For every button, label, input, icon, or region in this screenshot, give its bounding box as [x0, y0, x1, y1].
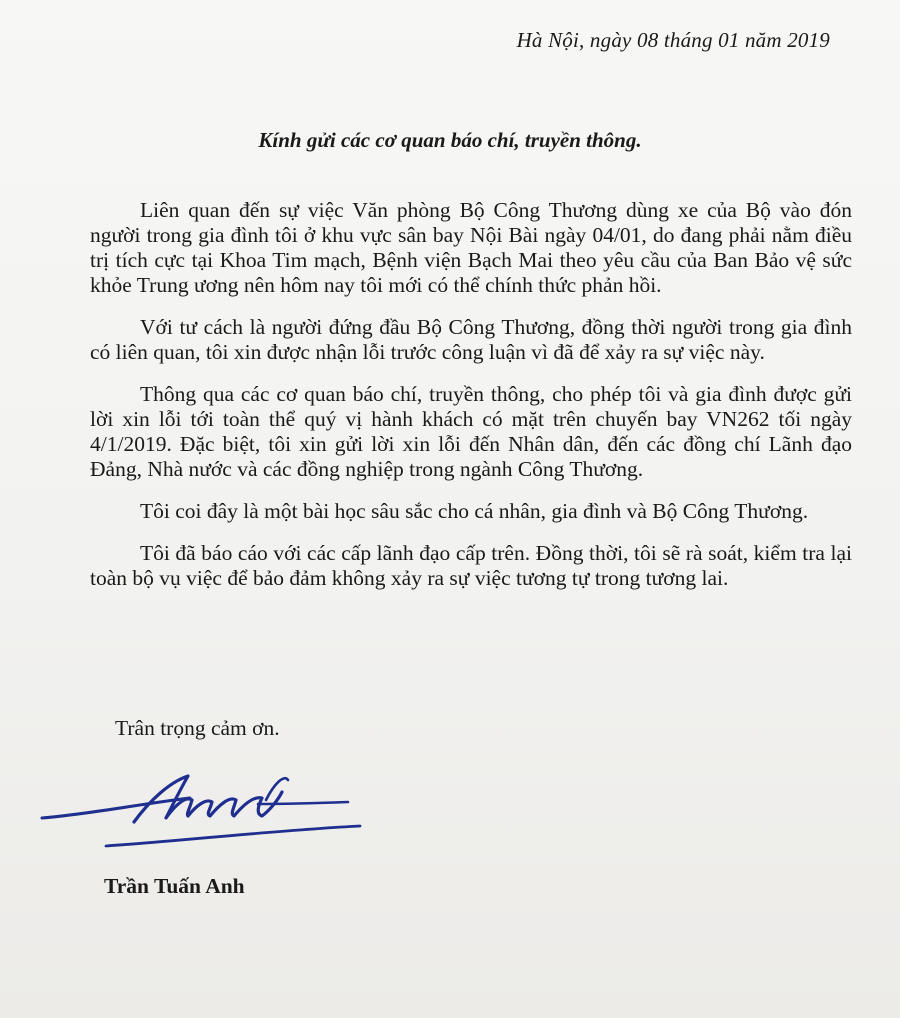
paragraph: Với tư cách là người đứng đầu Bộ Công Thương, đồng thời người trong gia đình có liên quan, tôi xin được nhận lỗi trước công luận vì đã để xảy ra sự việc này. — [90, 315, 852, 364]
paragraph: Liên quan đến sự việc Văn phòng Bộ Công Thương dùng xe của Bộ vào đón người trong gia đình tôi ở khu vực sân bay Nội Bài ngày 04/01, do đang phải nằm điều trị tích cực tại Khoa Tim mạch, Bệnh viện Bạch Mai theo yêu cầu của Ban Bảo vệ sức khỏe Trung ương nên hôm nay tôi mới có thể chính thức phản hồi. — [90, 198, 852, 297]
letter-body — [90, 198, 852, 608]
paragraph: Tôi đã báo cáo với các cấp lãnh đạo cấp trên. Đồng thời, tôi sẽ rà soát, kiểm tra lại toàn bộ vụ việc để bảo đảm không xảy ra sự việc tương tự trong tương lai. — [90, 541, 852, 590]
paragraph: Thông qua các cơ quan báo chí, truyền thông, cho phép tôi và gia đình được gửi lời xin lỗi tới toàn thể quý vị hành khách có mặt trên chuyến bay VN262 tối ngày 4/1/2019. Đặc biệt, tôi xin gửi lời xin lỗi đến Nhân dân, đến các đồng chí Lãnh đạo Đảng, Nhà nước và các đồng nghiệp trong ngành Công Thương. — [90, 382, 852, 481]
signer-name: Trần Tuấn Anh — [104, 874, 245, 898]
salutation: Kính gửi các cơ quan báo chí, truyền thông. — [258, 128, 642, 152]
handwritten-signature-icon — [30, 760, 380, 860]
paragraph: Tôi coi đây là một bài học sâu sắc cho cá nhân, gia đình và Bộ Công Thương. — [140, 499, 809, 523]
closing-line: Trân trọng cảm ơn. — [115, 716, 280, 740]
dateline: Hà Nội, ngày 08 tháng 01 năm 2019 — [516, 28, 830, 52]
